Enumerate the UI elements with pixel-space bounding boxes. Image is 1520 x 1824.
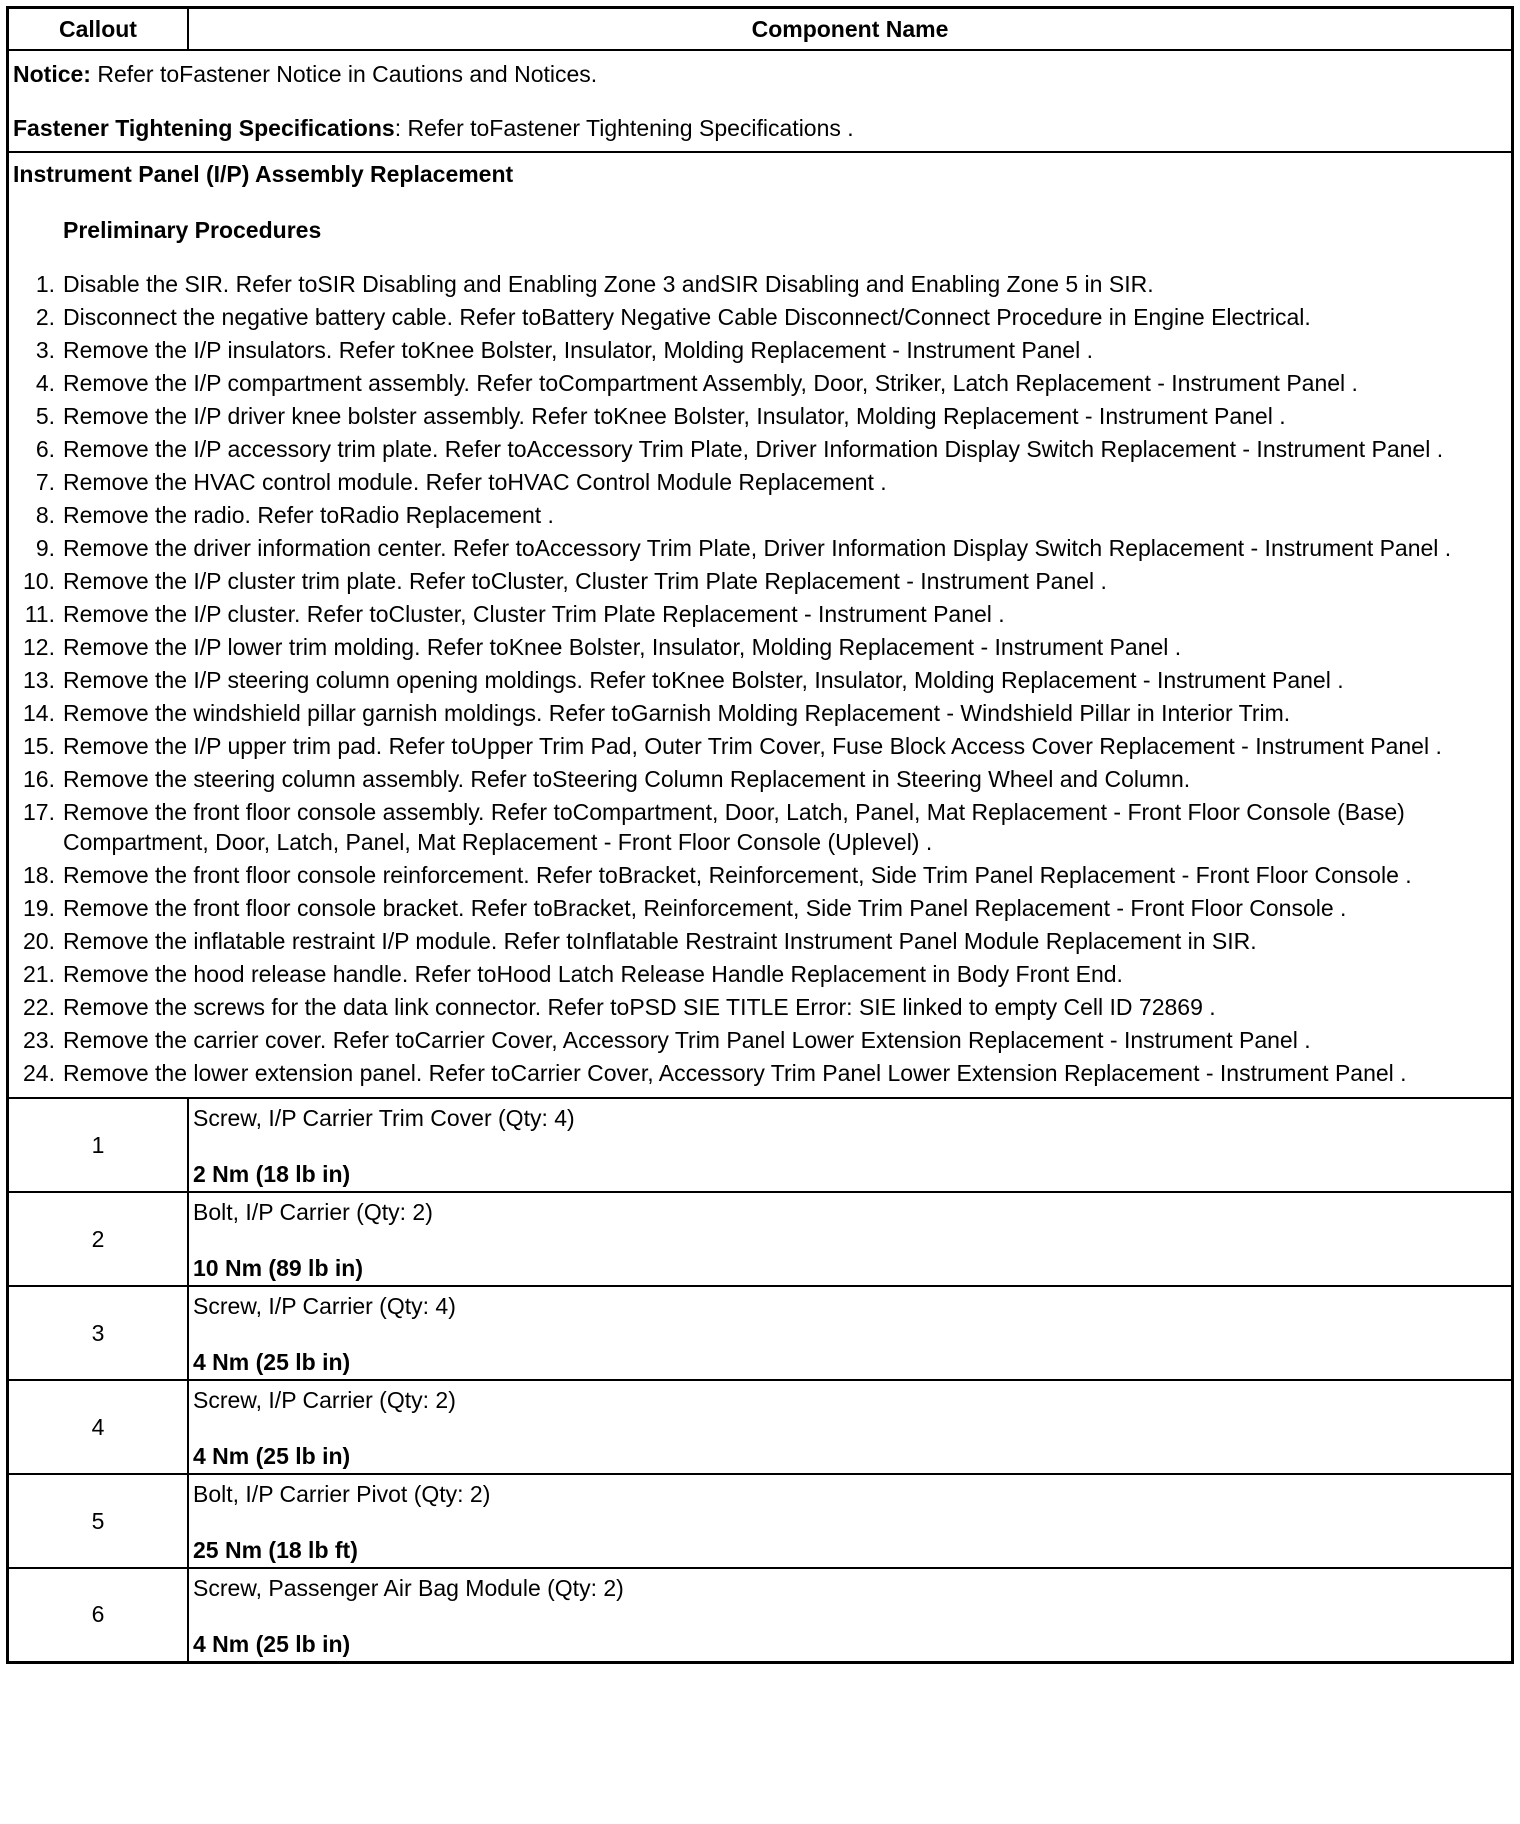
notice-row [8, 50, 1513, 152]
step-text[interactable]: Disconnect the negative battery cable. Refer toBattery Negative Cable Disconnect/Connect Procedure in Engine Electrical. [63, 304, 1311, 330]
step-number: 16. [23, 766, 55, 792]
step-number: 22. [23, 994, 55, 1020]
table-row [8, 1192, 1513, 1286]
notice-link[interactable]: Refer toFastener Notice in Cautions and Notices. [90, 61, 598, 87]
step-text[interactable]: Remove the HVAC control module. Refer toHVAC Control Module Replacement . [63, 469, 887, 495]
procedure-step [13, 401, 1507, 431]
table-header [8, 8, 1513, 51]
torque-spec: 4 Nm (25 lb in) [193, 1443, 351, 1469]
fastener-spec-link[interactable]: : Refer toFastener Tightening Specifications . [394, 115, 854, 141]
step-number: 14. [23, 700, 55, 726]
step-text[interactable]: Remove the front floor console bracket. Refer toBracket, Reinforcement, Side Trim Panel Replacement - Front Floor Console . [63, 895, 1347, 921]
table-row [8, 1098, 1513, 1192]
step-text[interactable]: Remove the front floor console assembly. Refer toCompartment, Door, Latch, Panel, Mat Replacement - Front Floor Console (Base) Compartment, Door, Latch, Panel, Mat Replacement - Front Floor Console (Uplevel) . [63, 799, 1405, 855]
table-row [8, 1474, 1513, 1568]
step-number: 13. [23, 667, 55, 693]
step-number: 19. [23, 895, 55, 921]
step-text[interactable]: Remove the steering column assembly. Refer toSteering Column Replacement in Steering Wheel and Column. [63, 766, 1191, 792]
step-text[interactable]: Disable the SIR. Refer toSIR Disabling and Enabling Zone 3 andSIR Disabling and Enabling Zone 5 in SIR. [63, 271, 1154, 297]
step-text[interactable]: Remove the I/P upper trim pad. Refer toUpper Trim Pad, Outer Trim Cover, Fuse Block Access Cover Replacement - Instrument Panel . [63, 733, 1442, 759]
step-number: 6. [35, 436, 55, 462]
procedure-step [13, 335, 1507, 365]
component-name-header: Component Name [188, 8, 1513, 51]
step-number: 20. [23, 928, 55, 954]
step-text[interactable]: Remove the I/P cluster trim plate. Refer toCluster, Cluster Trim Plate Replacement - Instrument Panel . [63, 568, 1107, 594]
procedure-step [13, 797, 1507, 857]
component-name: Screw, I/P Carrier Trim Cover (Qty: 4) [193, 1105, 575, 1131]
procedure-step [13, 533, 1507, 563]
step-number: 24. [23, 1060, 55, 1086]
component-name: Screw, I/P Carrier (Qty: 2) [193, 1387, 456, 1413]
callout-number: 6 [8, 1568, 189, 1662]
step-number: 5. [35, 403, 55, 429]
procedure-step [13, 992, 1507, 1022]
procedure-step [13, 1058, 1507, 1088]
procedure-step [13, 269, 1507, 299]
step-number: 4. [35, 370, 55, 396]
procedure-row [8, 152, 1513, 1098]
step-text[interactable]: Remove the I/P driver knee bolster assembly. Refer toKnee Bolster, Insulator, Molding Replacement - Instrument Panel . [63, 403, 1286, 429]
step-number: 1. [35, 271, 55, 297]
callout-number: 1 [8, 1098, 189, 1192]
torque-spec: 4 Nm (25 lb in) [193, 1631, 351, 1657]
step-text[interactable]: Remove the I/P insulators. Refer toKnee Bolster, Insulator, Molding Replacement - Instrument Panel . [63, 337, 1093, 363]
step-number: 17. [23, 799, 55, 825]
procedure-step [13, 599, 1507, 629]
steps-list [13, 269, 1507, 1088]
torque-spec: 2 Nm (18 lb in) [193, 1161, 351, 1187]
step-text[interactable]: Remove the lower extension panel. Refer toCarrier Cover, Accessory Trim Panel Lower Extension Replacement - Instrument Panel . [63, 1060, 1407, 1086]
step-number: 7. [35, 469, 55, 495]
procedure-step [13, 302, 1507, 332]
procedure-step [13, 860, 1507, 890]
component-name: Bolt, I/P Carrier Pivot (Qty: 2) [193, 1481, 491, 1507]
component-name: Screw, I/P Carrier (Qty: 4) [193, 1293, 456, 1319]
step-number: 8. [35, 502, 55, 528]
callout-number: 5 [8, 1474, 189, 1568]
step-text[interactable]: Remove the screws for the data link connector. Refer toPSD SIE TITLE Error: SIE linked to empty Cell ID 72869 . [63, 994, 1216, 1020]
torque-spec: 4 Nm (25 lb in) [193, 1349, 351, 1375]
procedure-step [13, 665, 1507, 695]
step-number: 23. [23, 1027, 55, 1053]
procedure-step [13, 368, 1507, 398]
step-number: 10. [23, 568, 55, 594]
step-text[interactable]: Remove the I/P accessory trim plate. Refer toAccessory Trim Plate, Driver Information Display Switch Replacement - Instrument Panel . [63, 436, 1444, 462]
step-text[interactable]: Remove the radio. Refer toRadio Replacement . [63, 502, 554, 528]
procedure-step [13, 698, 1507, 728]
step-number: 3. [35, 337, 55, 363]
step-number: 9. [35, 535, 55, 561]
component-table [6, 6, 1514, 1664]
step-text[interactable]: Remove the carrier cover. Refer toCarrier Cover, Accessory Trim Panel Lower Extension Replacement - Instrument Panel . [63, 1027, 1311, 1053]
procedure-step [13, 500, 1507, 530]
callout-number: 3 [8, 1286, 189, 1380]
callout-number: 4 [8, 1380, 189, 1474]
callout-number: 2 [8, 1192, 189, 1286]
component-name: Screw, Passenger Air Bag Module (Qty: 2) [193, 1575, 624, 1601]
step-text[interactable]: Remove the front floor console reinforcement. Refer toBracket, Reinforcement, Side Trim Panel Replacement - Front Floor Console . [63, 862, 1412, 888]
procedure-step [13, 632, 1507, 662]
procedure-step [13, 959, 1507, 989]
step-text[interactable]: Remove the I/P steering column opening moldings. Refer toKnee Bolster, Insulator, Molding Replacement - Instrument Panel . [63, 667, 1344, 693]
step-number: 2. [35, 304, 55, 330]
callout-header: Callout [8, 8, 189, 51]
step-text[interactable]: Remove the I/P compartment assembly. Refer toCompartment Assembly, Door, Striker, Latch Replacement - Instrument Panel . [63, 370, 1358, 396]
procedure-step [13, 434, 1507, 464]
procedure-step [13, 467, 1507, 497]
step-number: 21. [23, 961, 55, 987]
step-text[interactable]: Remove the inflatable restraint I/P module. Refer toInflatable Restraint Instrument Panel Module Replacement in SIR. [63, 928, 1257, 954]
preliminary-procedures-heading: Preliminary Procedures [63, 217, 322, 243]
table-row [8, 1568, 1513, 1662]
table-row [8, 1286, 1513, 1380]
torque-spec: 10 Nm (89 lb in) [193, 1255, 363, 1281]
table-row [8, 1380, 1513, 1474]
step-text[interactable]: Remove the I/P cluster. Refer toCluster, Cluster Trim Plate Replacement - Instrument Panel . [63, 601, 1005, 627]
step-text[interactable]: Remove the I/P lower trim molding. Refer toKnee Bolster, Insulator, Molding Replacement - Instrument Panel . [63, 634, 1182, 660]
procedure-step [13, 926, 1507, 956]
step-number: 15. [23, 733, 55, 759]
step-number: 12. [23, 634, 55, 660]
step-text[interactable]: Remove the driver information center. Refer toAccessory Trim Plate, Driver Information Display Switch Replacement - Instrument Panel . [63, 535, 1452, 561]
component-name: Bolt, I/P Carrier (Qty: 2) [193, 1199, 433, 1225]
notice: Notice: Refer toFastener Notice in Cautions and Notices. [13, 61, 598, 87]
step-number: 11. [24, 601, 55, 627]
step-number: 18. [23, 862, 55, 888]
step-text[interactable]: Remove the hood release handle. Refer toHood Latch Release Handle Replacement in Body Front End. [63, 961, 1123, 987]
procedure-step [13, 731, 1507, 761]
procedure-step [13, 764, 1507, 794]
fastener-spec: Fastener Tightening Specifications: Refer toFastener Tightening Specifications . [13, 115, 854, 141]
procedure-title: Instrument Panel (I/P) Assembly Replacement [13, 161, 514, 187]
procedure-step [13, 893, 1507, 923]
torque-spec: 25 Nm (18 lb ft) [193, 1537, 358, 1563]
step-text[interactable]: Remove the windshield pillar garnish moldings. Refer toGarnish Molding Replacement - Windshield Pillar in Interior Trim. [63, 700, 1291, 726]
procedure-step [13, 566, 1507, 596]
procedure-step [13, 1025, 1507, 1055]
